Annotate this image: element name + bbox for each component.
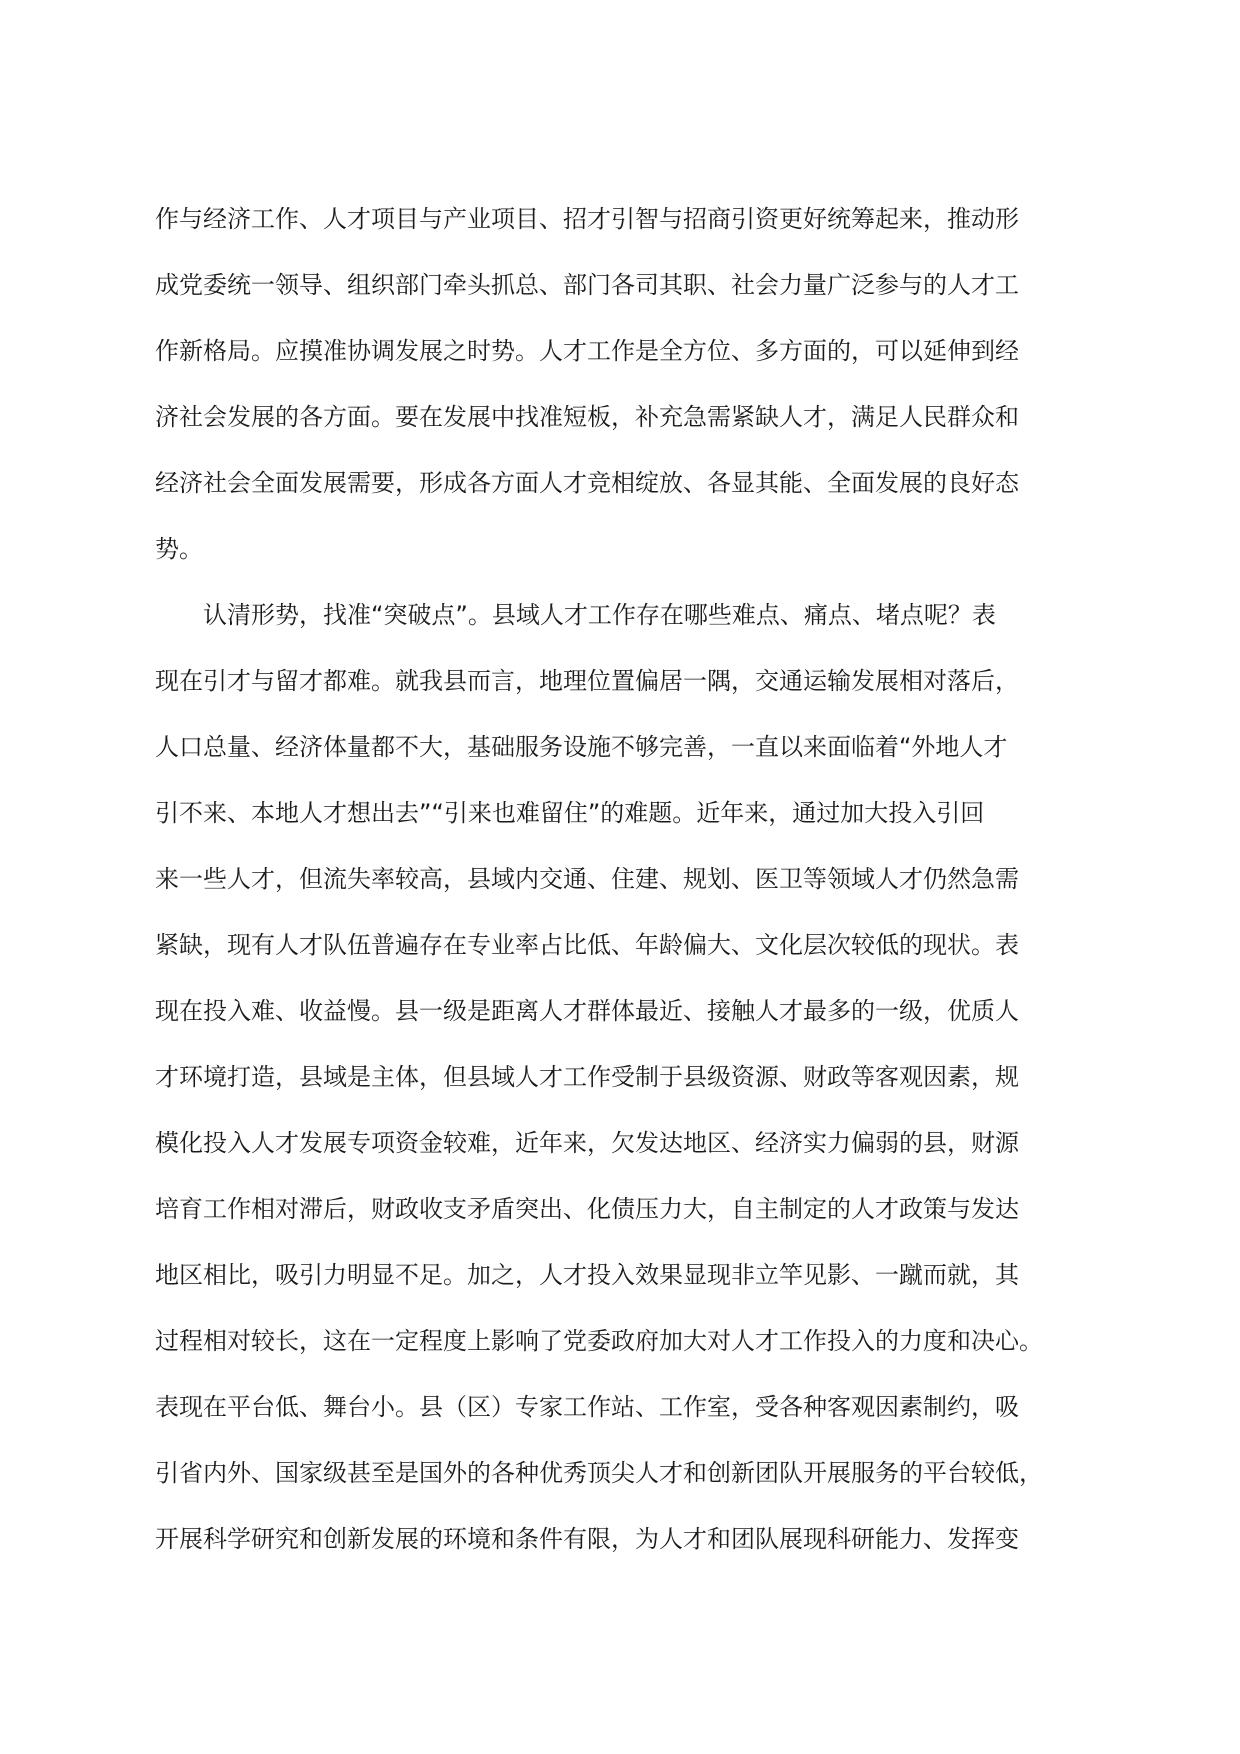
text-line-4: 济社会发展的各方面。要在发展中找准短板，补充急需紧缺人才，满足人民群众和 xyxy=(155,403,1019,431)
text-line-19: 表现在平台低、舞台小。县（区）专家工作站、工作室，受各种客观因素制约，吸 xyxy=(155,1393,1019,1421)
text-line-14: 才环境打造，县域是主体，但县域人才工作受制于县级资源、财政等客观因素，规 xyxy=(155,1063,1019,1091)
text-line-3: 作新格局。应摸准协调发展之时势。人才工作是全方位、多方面的，可以延伸到经 xyxy=(155,337,1019,365)
text-line-2: 成党委统一领导、组织部门牵头抓总、部门各司其职、社会力量广泛参与的人才工 xyxy=(155,271,1019,299)
text-line-13: 现在投入难、收益慢。县一级是距离人才群体最近、接触人才最多的一级，优质人 xyxy=(155,997,1019,1025)
text-line-21: 开展科学研究和创新发展的环境和条件有限，为人才和团队展现科研能力、发挥变 xyxy=(155,1525,1019,1553)
text-line-20: 引省内外、国家级甚至是国外的各种优秀顶尖人才和创新团队开展服务的平台较低， xyxy=(155,1459,1043,1487)
text-line-15: 模化投入人才发展专项资金较难，近年来，欠发达地区、经济实力偏弱的县，财源 xyxy=(155,1129,1019,1157)
paragraph-2-first-line: 认清形势，找准“突破点”。县域人才工作存在哪些难点、痛点、堵点呢？表 xyxy=(203,601,996,629)
body-text xyxy=(155,186,1087,1572)
text-line-11: 来一些人才，但流失率较高，县域内交通、住建、规划、医卫等领域人才仍然急需 xyxy=(155,865,1019,893)
text-line-17: 地区相比，吸引力明显不足。加之，人才投入效果显现非立竿见影、一蹴而就，其 xyxy=(155,1261,1019,1289)
text-line-1: 作与经济工作、人才项目与产业项目、招才引智与招商引资更好统筹起来，推动形 xyxy=(155,205,1019,233)
text-line-8: 现在引才与留才都难。就我县而言，地理位置偏居一隅，交通运输发展相对落后， xyxy=(155,667,1019,695)
text-line-16: 培育工作相对滞后，财政收支矛盾突出、化债压力大，自主制定的人才政策与发达 xyxy=(155,1195,1019,1223)
text-line-5: 经济社会全面发展需要，形成各方面人才竞相绽放、各显其能、全面发展的良好态 xyxy=(155,469,1019,497)
text-line-6: 势。 xyxy=(155,535,203,563)
text-line-9: 人口总量、经济体量都不大，基础服务设施不够完善，一直以来面临着“外地人才 xyxy=(155,733,1008,761)
text-line-12: 紧缺，现有人才队伍普遍存在专业率占比低、年龄偏大、文化层次较低的现状。表 xyxy=(155,931,1019,959)
text-line-10: 引不来、本地人才想出去”“引来也难留住”的难题。近年来，通过加大投入引回 xyxy=(155,799,985,827)
text-line-18: 过程相对较长，这在一定程度上影响了党委政府加大对人才工作投入的力度和决心。 xyxy=(155,1327,1043,1355)
